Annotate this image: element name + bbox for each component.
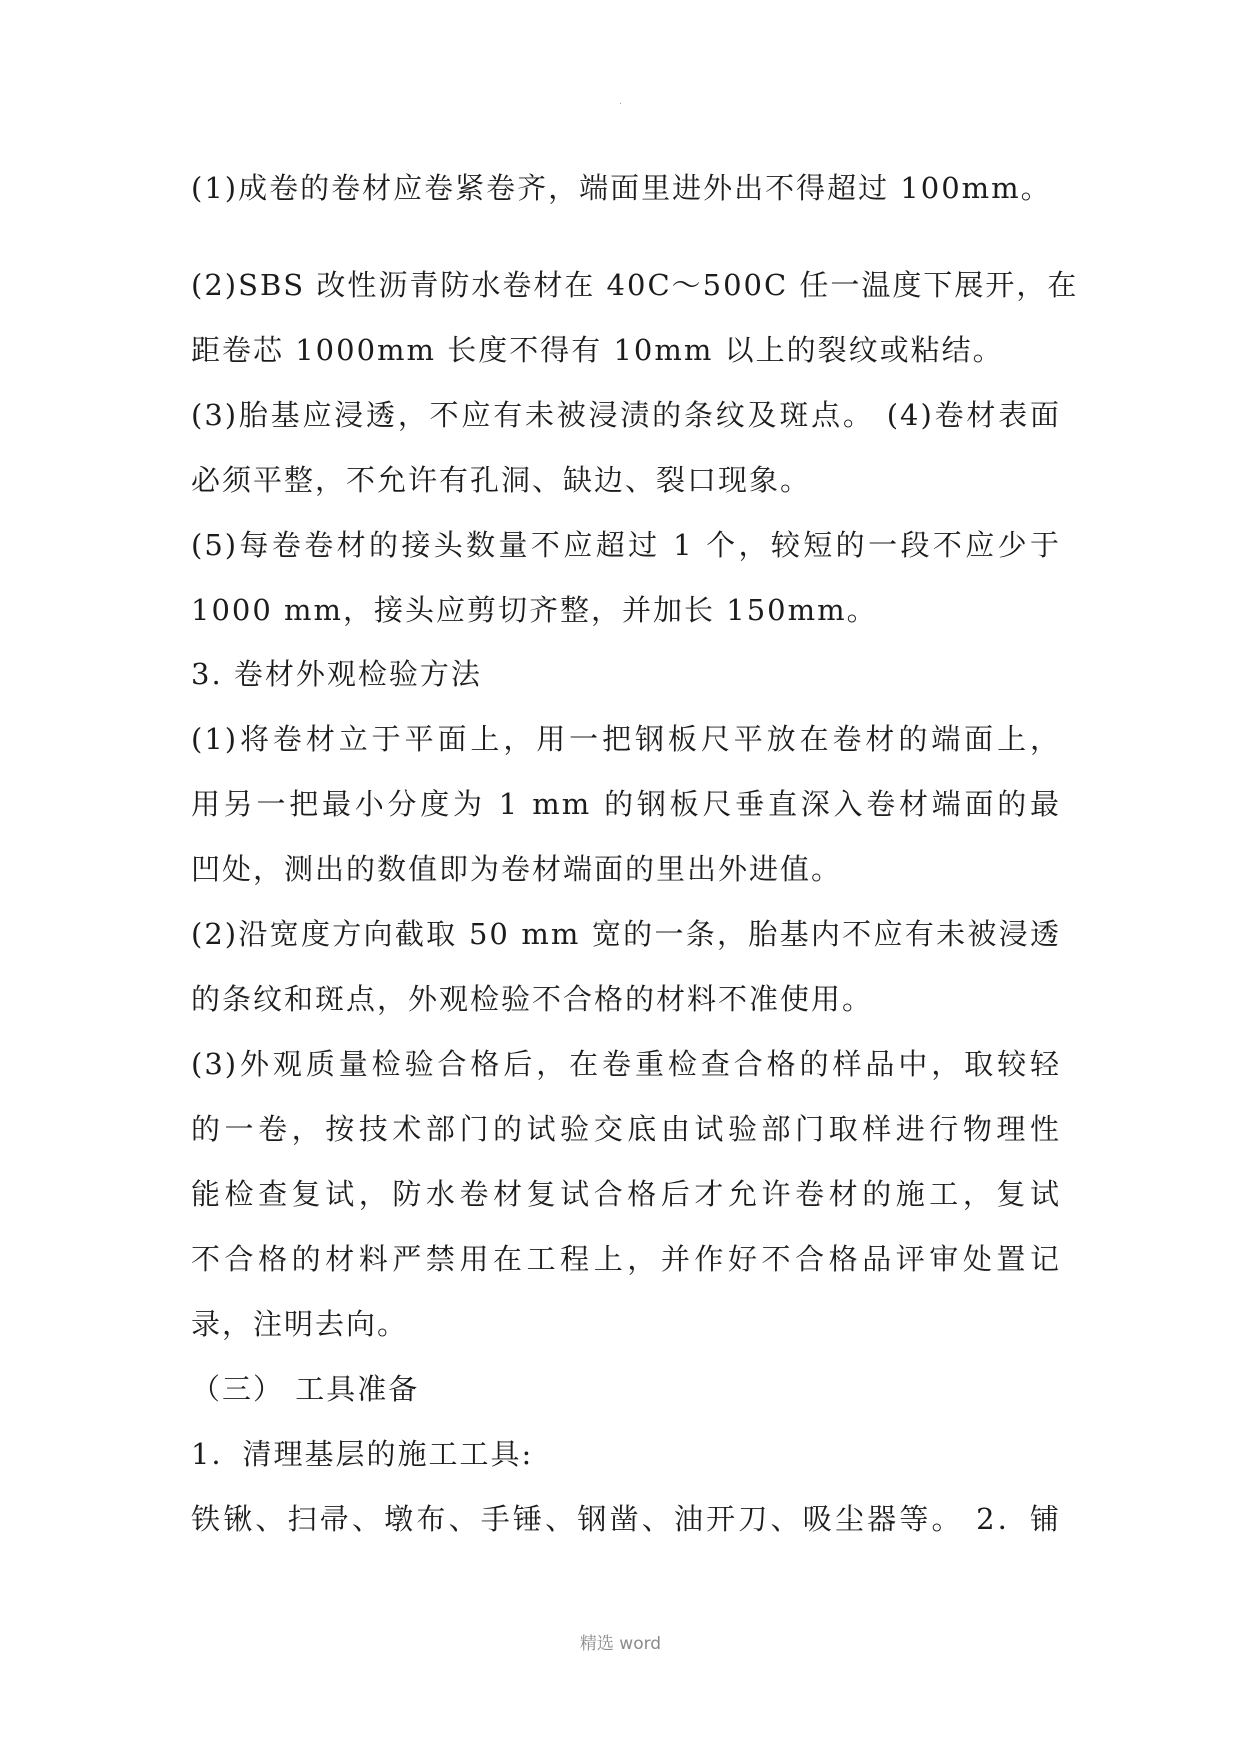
- paragraph-line-12: (2)沿宽度方向截取 50 mm 宽的一条，胎基内不应有未被浸透: [191, 917, 1061, 951]
- paragraph-line-14: (3)外观质量检验合格后，在卷重检查合格的样品中，取较轻: [191, 1047, 1061, 1081]
- header-mark: .: [619, 96, 622, 107]
- paragraph-line-5: 必须平整，不允许有孔洞、缺边、裂口现象。: [191, 463, 812, 497]
- section-heading-tool-prep: （三） 工具准备: [191, 1372, 420, 1406]
- paragraph-line-16: 能检查复试，防水卷材复试合格后才允许卷材的施工，复试: [191, 1177, 1061, 1211]
- paragraph-line-2: (2)SBS 改性沥青防水卷材在 40C～500C 任一温度下展开，在: [191, 268, 1079, 302]
- paragraph-line-9: (1)将卷材立于平面上，用一把钢板尺平放在卷材的端面上，: [191, 722, 1061, 756]
- list-item-heading-cleaning-tools: 1．清理基层的施工工具:: [191, 1437, 534, 1471]
- paragraph-line-15: 的一卷，按技术部门的试验交底由试验部门取样进行物理性: [191, 1112, 1061, 1146]
- footer-mark: 精选 word: [579, 1634, 662, 1654]
- paragraph-line-11: 凹处，测出的数值即为卷材端面的里出外进值。: [191, 852, 843, 886]
- paragraph-line-3: 距卷芯 1000mm 长度不得有 10mm 以上的裂纹或粘结。: [191, 333, 1004, 367]
- paragraph-line-4: (3)胎基应浸透，不应有未被浸渍的条纹及斑点。 (4)卷材表面: [191, 398, 1061, 432]
- paragraph-line-6: (5)每卷卷材的接头数量不应超过 1 个，较短的一段不应少于: [191, 528, 1061, 562]
- paragraph-line-1: (1)成卷的卷材应卷紧卷齐，端面里进外出不得超过 100mm。: [191, 171, 1052, 205]
- paragraph-line-17: 不合格的材料严禁用在工程上，并作好不合格品评审处置记: [191, 1242, 1061, 1276]
- paragraph-line-7: 1000 mm，接头应剪切齐整，并加长 150mm。: [191, 593, 878, 627]
- paragraph-line-13: 的条纹和斑点，外观检验不合格的材料不准使用。: [191, 982, 874, 1016]
- paragraph-line-10: 用另一把最小分度为 1 mm 的钢板尺垂直深入卷材端面的最: [191, 787, 1061, 821]
- paragraph-line-18: 录，注明去向。: [191, 1307, 409, 1341]
- section-heading-inspection-method: 3. 卷材外观检验方法: [191, 657, 482, 691]
- paragraph-line-21: 铁锹、扫帚、墩布、手锤、钢凿、油开刀、吸尘器等。 2．铺: [191, 1502, 1061, 1536]
